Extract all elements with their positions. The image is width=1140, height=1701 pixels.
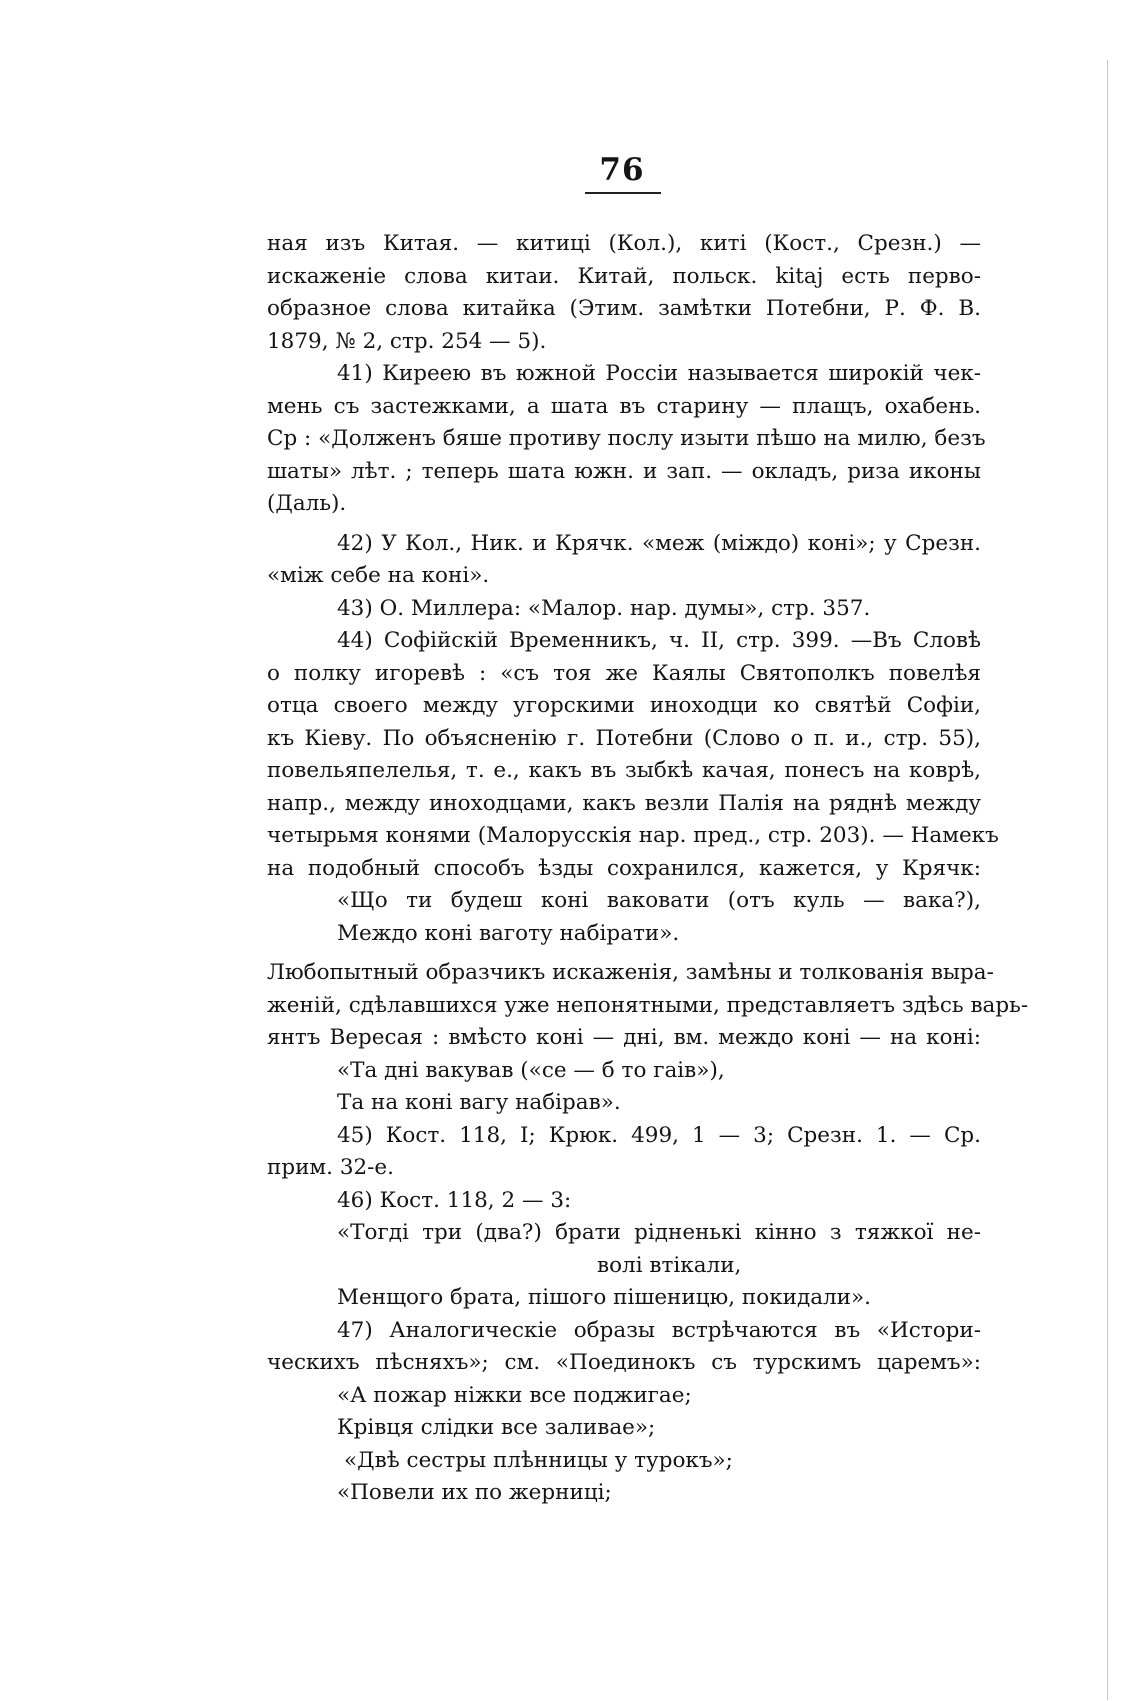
- text-line: волі втікали,: [597, 1252, 742, 1278]
- text-line: о полку игоревѣ : «съ тоя же Каялы Святополкъ повелѣя: [267, 660, 981, 686]
- text-line: образное слова китайка (Этим. замѣтки Потебни, Р. Ф. В.: [267, 296, 981, 321]
- page-edge-line: [1107, 60, 1108, 1700]
- text-line: «Та дні вакував («се — б то гаів»),: [337, 1057, 725, 1083]
- text-line: 46) Кост. 118, 2 — 3:: [337, 1187, 572, 1213]
- text-line: 47) Аналогическіе образы встрѣчаются въ «Истори-: [337, 1317, 981, 1343]
- body-text: [267, 228, 1029, 1510]
- text-line: Ср : «Долженъ бяше противу послу изыти пѣшо на милю, безъ: [267, 426, 986, 451]
- text-line: на подобный способъ ѣзды сохранился, кажется, у Крячк:: [267, 855, 981, 881]
- text-line: Та на коні вагу набірав».: [337, 1090, 621, 1115]
- text-line: 45) Кост. 118, I; Крюк. 499, 1 — 3; Срезн. 1. — Ср.: [337, 1122, 981, 1148]
- text-line: ная изъ Китая. — китиці (Кол.), киті (Кост., Срезн.) —: [267, 231, 981, 256]
- text-line: 43) О. Миллера: «Малор. нар. думы», стр. 357.: [337, 595, 871, 621]
- text-line: искаженіе слова китаи. Китай, польск. kitaj есть перво-: [267, 263, 981, 289]
- text-line: мень съ застежками, а шата въ старину — плащъ, охабень.: [267, 393, 981, 419]
- text-line: «між себе на коні».: [267, 563, 490, 588]
- text-line: «А пожар ніжки все поджигае;: [337, 1382, 692, 1408]
- text-line: Междо коні ваготу набірати».: [337, 920, 680, 946]
- text-line: «Повели их по жерниці;: [337, 1480, 612, 1505]
- text-line: 44) Софійскій Временникъ, ч. II, стр. 399. —Въ Словѣ: [337, 628, 981, 653]
- page-number-underline: [585, 192, 661, 194]
- text-line: Любопытный образчикъ искаженія, замѣны и толкованія выра-: [267, 960, 994, 985]
- text-line: Крівця слідки все заливае»;: [337, 1415, 656, 1440]
- text-line: прим. 32-е.: [267, 1155, 394, 1180]
- text-line: ческихъ пѣсняхъ»; см. «Поединокъ съ турскимъ царемъ»:: [267, 1350, 981, 1375]
- text-line: «Що ти будеш коні ваковати (отъ куль — вака?),: [337, 888, 981, 913]
- page-number: 76: [599, 152, 645, 188]
- text-line: 1879, № 2, стр. 254 — 5).: [267, 328, 547, 354]
- text-line: «Тогді три (два?) брати рідненькі кінно з тяжкої не-: [337, 1220, 981, 1245]
- text-line: отца своего между угорскими иноходци ко святѣй Софіи,: [267, 693, 981, 718]
- text-line: напр., между иноходцами, какъ везли Палія на ряднѣ между: [267, 790, 981, 816]
- text-line: «Двѣ сестры плѣнницы у турокъ»;: [344, 1447, 733, 1473]
- text-line: повельяпелелья, т. е., какъ въ зыбкѣ качая, понесъ на коврѣ,: [267, 758, 981, 783]
- text-line: 42) У Кол., Ник. и Крячк. «меж (міждо) коні»; у Срезн.: [337, 530, 981, 556]
- text-line: (Даль).: [267, 491, 347, 516]
- text-line: женій, сдѣлавшихся уже непонятными, представляетъ здѣсь варь-: [267, 992, 1029, 1018]
- text-line: янтъ Вересая : вмѣсто коні — дні, вм. междо коні — на коні:: [267, 1025, 981, 1050]
- text-line: 41) Киреею въ южной Россіи называется широкій чек-: [337, 361, 981, 386]
- text-line: Менщого брата, пішого пішеницю, покидали».: [337, 1285, 871, 1310]
- text-line: четырьмя конями (Малорусскія нар. пред., стр. 203). — Намекъ: [267, 823, 999, 848]
- text-line: къ Кіеву. По объясненію г. Потебни (Слово о п. и., стр. 55),: [267, 725, 981, 751]
- text-line: шаты» лѣт. ; теперь шата южн. и зап. — окладъ, риза иконы: [267, 458, 981, 484]
